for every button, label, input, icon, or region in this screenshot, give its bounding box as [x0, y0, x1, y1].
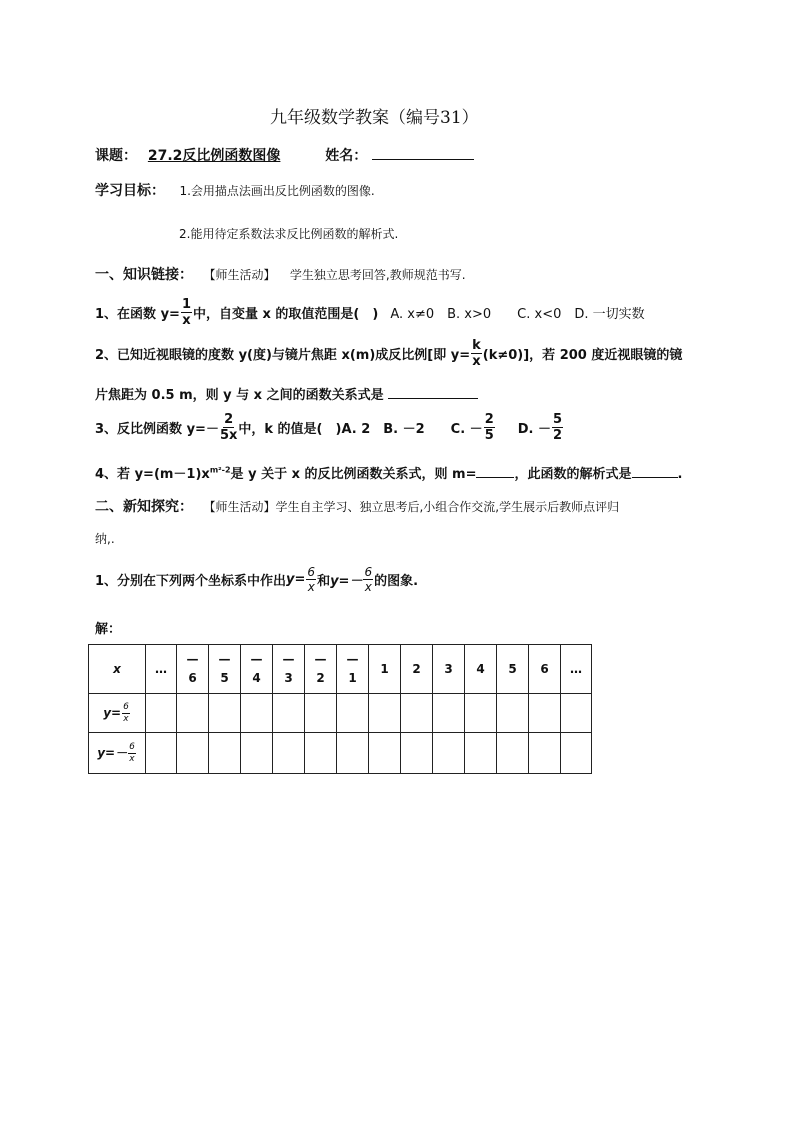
- table-cell[interactable]: [465, 733, 497, 774]
- row1-num: 6: [123, 701, 129, 712]
- q3-fraction: [220, 413, 237, 442]
- q1-fraction: [181, 298, 192, 327]
- q3-c-den: 5: [484, 428, 494, 443]
- row1-label: [89, 694, 146, 733]
- section2-desc: 学生自主学习、独立思考后,小组合作交流,学生展示后教师点评归: [275, 500, 620, 514]
- row1-den: x: [123, 713, 129, 724]
- solution-label: 解：: [95, 622, 122, 637]
- table-cell[interactable]: [273, 733, 305, 774]
- objective-1: 1.会用描点法画出反比例函数的图像.: [179, 184, 375, 198]
- q4-m-blank: [476, 477, 514, 478]
- section2-desc2: 纳,.: [95, 532, 115, 546]
- cell-neg-1: [337, 645, 369, 694]
- name-blank: [372, 159, 474, 160]
- question-2-line2: [95, 384, 478, 403]
- section2-activity: 【师生活动】: [203, 500, 276, 514]
- minus-sign: —: [218, 651, 231, 666]
- cell-pos-6: 6: [529, 645, 561, 694]
- table-row-x: [89, 645, 592, 694]
- table-cell[interactable]: [209, 733, 241, 774]
- table-cell[interactable]: [305, 694, 337, 733]
- neg-value: 5: [220, 671, 229, 685]
- table-cell[interactable]: [273, 694, 305, 733]
- neg-value: 3: [284, 671, 293, 685]
- q3-d: D. －: [517, 422, 551, 437]
- cell-neg-3: [273, 645, 305, 694]
- q4-mid: 是 y 关于 x 的反比例函数关系式，则 m=: [230, 467, 477, 482]
- p1-fraction-1: [306, 566, 316, 593]
- p1-den1: x: [307, 580, 315, 594]
- q4-expression-blank: [632, 477, 678, 478]
- q2-den: x: [472, 354, 481, 369]
- p1-fraction-2: [363, 566, 373, 593]
- table-cell[interactable]: [497, 733, 529, 774]
- topic-label: 课题：: [95, 148, 137, 164]
- neg-value: 2: [316, 671, 325, 685]
- q3-d-fraction: [552, 413, 563, 442]
- table-cell[interactable]: [337, 694, 369, 733]
- table-row-y-negative: [89, 733, 592, 774]
- question-1: [95, 298, 645, 327]
- p1-and: 和: [317, 574, 331, 589]
- cell-pos-3: 3: [433, 645, 465, 694]
- q1-den: x: [182, 313, 191, 328]
- table-cell[interactable]: [561, 694, 592, 733]
- header-x: x: [89, 645, 146, 694]
- neg-value: 1: [348, 671, 357, 685]
- p1-den2: x: [364, 580, 372, 594]
- row2-fraction: [128, 743, 136, 764]
- question-2: [95, 339, 682, 368]
- table-cell[interactable]: [369, 733, 401, 774]
- minus-sign: —: [282, 651, 295, 666]
- p1-prefix: 1、分别在下列两个坐标系中作出: [95, 574, 287, 589]
- objectives-label: 学习目标：: [95, 183, 165, 199]
- section1-header: [95, 264, 466, 284]
- p1-num2: 6: [364, 565, 373, 579]
- q4-end: .: [677, 467, 683, 482]
- table-cell[interactable]: [209, 694, 241, 733]
- table-cell[interactable]: [497, 694, 529, 733]
- q1-suffix: 中，自变量 x 的取值范围是( ): [193, 307, 379, 322]
- row2-label-text: y=－: [97, 745, 128, 760]
- title-text: 九年级数学教案（编号31）: [270, 108, 479, 128]
- cell-neg-6: [177, 645, 209, 694]
- table-cell[interactable]: [529, 694, 561, 733]
- q3-den: 5x: [219, 428, 238, 443]
- cell-neg-4: [241, 645, 273, 694]
- q3-d-den: 2: [553, 428, 563, 443]
- name-label: 姓名：: [325, 148, 368, 164]
- q3-prefix: 3、反比例函数 y=－: [95, 422, 219, 437]
- q2-fraction: [471, 339, 482, 368]
- section1-desc: 学生独立思考回答,教师规范书写.: [289, 268, 466, 282]
- q3-c-num: 2: [484, 412, 494, 427]
- neg-value: 4: [252, 671, 261, 685]
- table-cell[interactable]: [241, 733, 273, 774]
- p1-suffix: 的图象.: [374, 574, 419, 589]
- row2-num: 6: [129, 741, 135, 752]
- q3-mid: 中，k 的值是( )A. 2 B. －2 C. －: [238, 422, 483, 437]
- question-3: [95, 413, 564, 442]
- section1-heading: 一、知识链接：: [95, 267, 193, 283]
- p1-y2: y=－: [330, 574, 363, 589]
- row1-label-text: y=: [103, 705, 122, 720]
- minus-sign: —: [314, 651, 327, 666]
- table-cell[interactable]: [177, 694, 209, 733]
- row2-den: x: [129, 753, 135, 764]
- value-table: [88, 644, 592, 774]
- section2-header: [95, 496, 619, 516]
- objectives: [95, 180, 375, 200]
- table-cell[interactable]: [369, 694, 401, 733]
- q2-num: k: [472, 338, 481, 353]
- cell-pos-5: 5: [497, 645, 529, 694]
- table-cell[interactable]: [529, 733, 561, 774]
- table-cell[interactable]: [561, 733, 592, 774]
- q4-exponent: m²-2: [209, 465, 231, 475]
- cell-pos-2: 2: [401, 645, 433, 694]
- q1-prefix: 1、在函数 y=: [95, 307, 180, 322]
- q2-answer-blank: [388, 398, 478, 399]
- objective-2: 2.能用待定系数法求反比例函数的解析式.: [179, 227, 399, 241]
- problem-1: [95, 566, 418, 593]
- neg-value: 6: [188, 671, 197, 685]
- minus-sign: —: [250, 651, 263, 666]
- cell-pos-4: 4: [465, 645, 497, 694]
- p1-y1: y=: [286, 572, 306, 587]
- table-cell[interactable]: [241, 694, 273, 733]
- question-4: [95, 463, 682, 482]
- topic-line: [95, 145, 474, 165]
- table-cell[interactable]: [433, 733, 465, 774]
- q1-num: 1: [181, 297, 191, 312]
- topic-value: 27.2反比例函数图像: [147, 148, 281, 164]
- page-title: [270, 103, 479, 128]
- minus-sign: —: [186, 651, 199, 666]
- q4-suffix: ，此函数的解析式是: [514, 467, 632, 482]
- table-row-y-positive: [89, 694, 592, 733]
- q2-line2: 片焦距为 0.5 m，则 y 与 x 之间的函数关系式是: [95, 388, 384, 403]
- q4-prefix: 4、若 y=(m－1)x: [95, 467, 210, 482]
- table-cell[interactable]: [146, 694, 177, 733]
- p1-num1: 6: [307, 565, 316, 579]
- row1-fraction: [122, 703, 130, 724]
- table-cell[interactable]: [146, 733, 177, 774]
- table-cell[interactable]: [177, 733, 209, 774]
- q3-c-fraction: [484, 413, 495, 442]
- table-cell[interactable]: [433, 694, 465, 733]
- table-cell[interactable]: [401, 694, 433, 733]
- q2-prefix: 2、已知近视眼镜的度数 y(度)与镜片焦距 x(m)成反比例[即 y=: [95, 348, 471, 363]
- q2-suffix: (k≠0)]，若 200 度近视眼镜的镜: [482, 348, 683, 363]
- cell-neg-2: [305, 645, 337, 694]
- row2-label: [89, 733, 146, 774]
- q1-options: A. x≠0 B. x>0 C. x<0 D. 一切实数: [390, 307, 645, 322]
- section1-activity: 【师生活动】: [203, 268, 276, 282]
- table-cell[interactable]: [337, 733, 369, 774]
- cell-pos-1: 1: [369, 645, 401, 694]
- minus-sign: —: [346, 651, 359, 666]
- q3-d-num: 5: [553, 412, 563, 427]
- table-cell[interactable]: [465, 694, 497, 733]
- table-cell[interactable]: [305, 733, 337, 774]
- section2-heading: 二、新知探究：: [95, 499, 193, 515]
- cell-dots-right: …: [561, 645, 592, 694]
- cell-dots-left: …: [146, 645, 177, 694]
- cell-neg-5: [209, 645, 241, 694]
- table-cell[interactable]: [401, 733, 433, 774]
- q3-num: 2: [224, 412, 234, 427]
